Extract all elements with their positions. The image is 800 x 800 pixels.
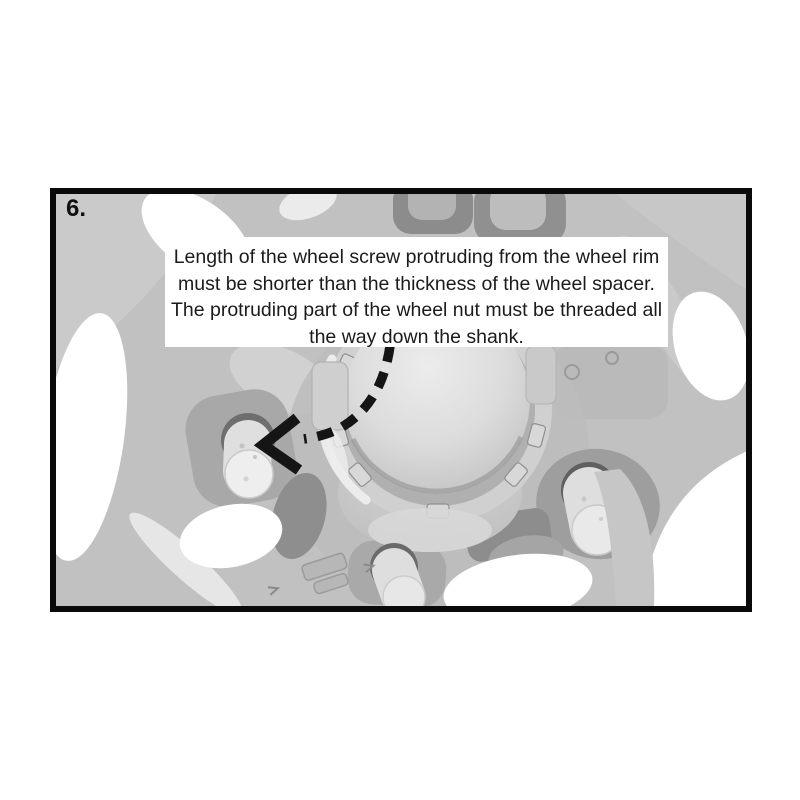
caption-line: the way down the shank. — [309, 325, 524, 348]
instruction-figure-frame — [50, 188, 752, 612]
caption-box — [165, 237, 668, 347]
caption-line: Length of the wheel screw protruding from the wheel rim — [173, 246, 660, 268]
hub-left-tab — [312, 362, 348, 430]
caption-line: must be shorter than the thickness of the wheel spacer. — [178, 272, 655, 295]
caption-line: The protruding part of the wheel nut must be threaded all — [170, 299, 663, 321]
stud-tip — [225, 450, 273, 498]
wheel-stud-left — [221, 413, 275, 498]
step-number: 6. — [66, 195, 87, 222]
top-pocket-right-inner — [490, 194, 546, 230]
top-pocket-left-inner — [408, 194, 456, 220]
hub-right-tab — [526, 346, 556, 404]
